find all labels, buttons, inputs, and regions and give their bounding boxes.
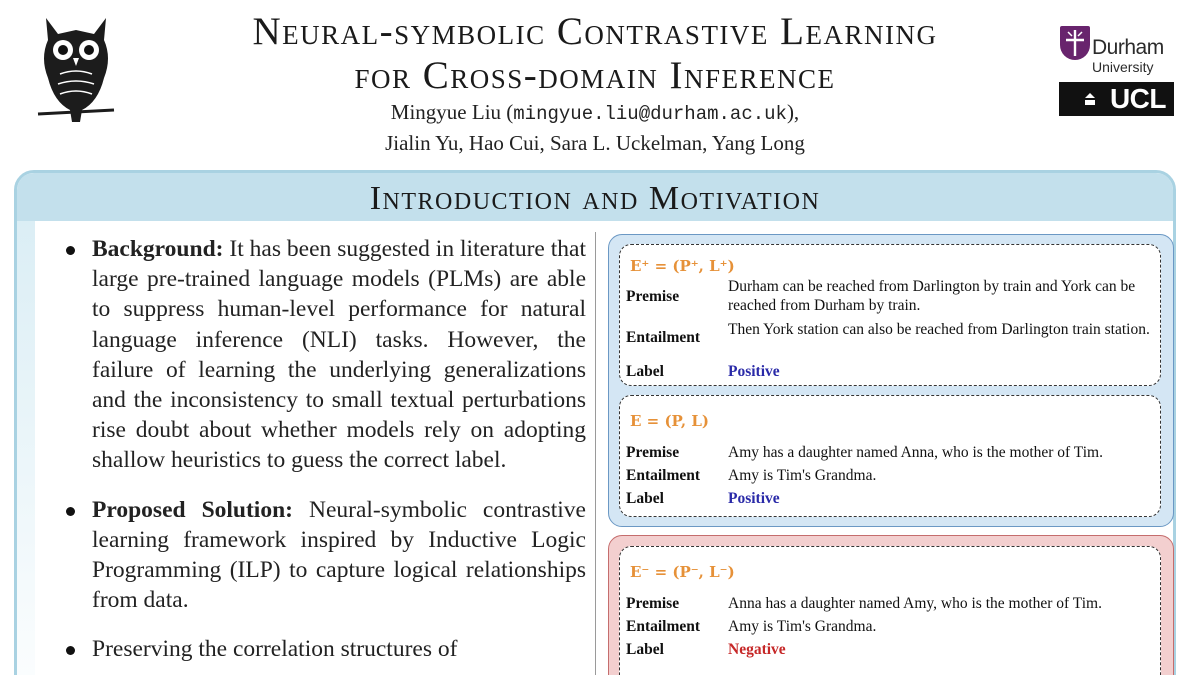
owl-logo [36, 14, 116, 126]
durham-logo [1058, 26, 1178, 78]
negative-examples-panel [608, 535, 1174, 675]
bullet-dot [66, 246, 75, 255]
premise-text: Anna has a daughter named Amy, who is the mother of Tim. [728, 595, 1102, 612]
label-negative: Negative [728, 641, 786, 658]
premise-key: Premise [626, 288, 680, 305]
ucl-logo [1059, 82, 1174, 116]
bullet-text: It has been suggested in literature that large pre-trained language models (PLMs) are able to suppress human-level performance for natural language inference (NLI) tasks. However, the failure of learning the underlying generalizations and the inconsistency to small textual perturbations rise doubt about whether models rely on adopting shallow heuristics to guess the correct label. [92, 236, 586, 474]
durham-sub: University [1092, 59, 1154, 75]
bullet-dot [66, 646, 75, 655]
section-title: Introduction and Motivation [17, 173, 1173, 221]
bullet-preserving [66, 634, 586, 664]
label-key: Label [626, 641, 664, 658]
entailment-text: Amy is Tim's Grandma. [728, 467, 877, 484]
example-positive-plus [619, 244, 1161, 386]
authors [130, 98, 1060, 158]
positive-examples-panel [608, 234, 1174, 527]
entailment-text: Then York station can also be reached from Darlington train station. [728, 321, 1150, 338]
bullet-label: Background: [92, 236, 224, 262]
lead-author-end: ), [786, 100, 800, 124]
label-key: Label [626, 490, 664, 507]
column-divider [595, 232, 596, 675]
premise-text: Amy has a daughter named Anna, who is the mother of Tim. [728, 444, 1103, 461]
bullet-label: Proposed Solution: [92, 496, 293, 523]
section-edge [17, 221, 35, 675]
premise-key: Premise [626, 444, 680, 461]
ucl-text: UCL [1109, 83, 1166, 114]
poster-title [130, 10, 1060, 98]
example-head: E⁺ = (P⁺, L⁺) [630, 257, 735, 275]
bullet-background [66, 234, 586, 476]
title-line-1: Neural-symbolic Contrastive Learning [252, 10, 938, 53]
example-head: E⁻ = (P⁻, L⁻) [630, 563, 735, 581]
example-head: E = (P, L) [630, 412, 709, 430]
bullet-text: Preserving the correlation structures of [92, 636, 458, 663]
entailment-key: Entailment [626, 329, 701, 346]
example-anchor [619, 395, 1161, 517]
lead-author [130, 98, 1060, 129]
entailment-text: Amy is Tim's Grandma. [728, 618, 877, 635]
lead-author-name: Mingyue Liu ( [390, 100, 514, 124]
label-positive: Positive [728, 363, 780, 380]
entailment-key: Entailment [626, 467, 701, 484]
title-line-2: for Cross-domain Inference [354, 54, 836, 97]
durham-shield-icon [1060, 26, 1090, 60]
durham-name: Durham [1092, 36, 1164, 59]
label-positive: Positive [728, 490, 780, 507]
premise-key: Premise [626, 595, 680, 612]
premise-text: Durham can be reached from Darlington by train and York can be reached from Durham by train. [728, 278, 1136, 314]
label-key: Label [626, 363, 664, 380]
entailment-key: Entailment [626, 618, 701, 635]
ucl-portico-icon [1085, 92, 1095, 106]
bullet-solution [66, 495, 586, 616]
author-email: mingyue.liu@durham.ac.uk [513, 103, 787, 125]
bullet-text: Neural-symbolic contrastive learning framework inspired by Inductive Logic Programming (ILP) to capture logical relationships from data. [92, 496, 586, 614]
coauthors: Jialin Yu, Hao Cui, Sara L. Uckelman, Yang Long [385, 131, 805, 155]
intro-bullets [66, 234, 586, 665]
example-negative [619, 546, 1161, 675]
bullet-dot [66, 507, 75, 516]
